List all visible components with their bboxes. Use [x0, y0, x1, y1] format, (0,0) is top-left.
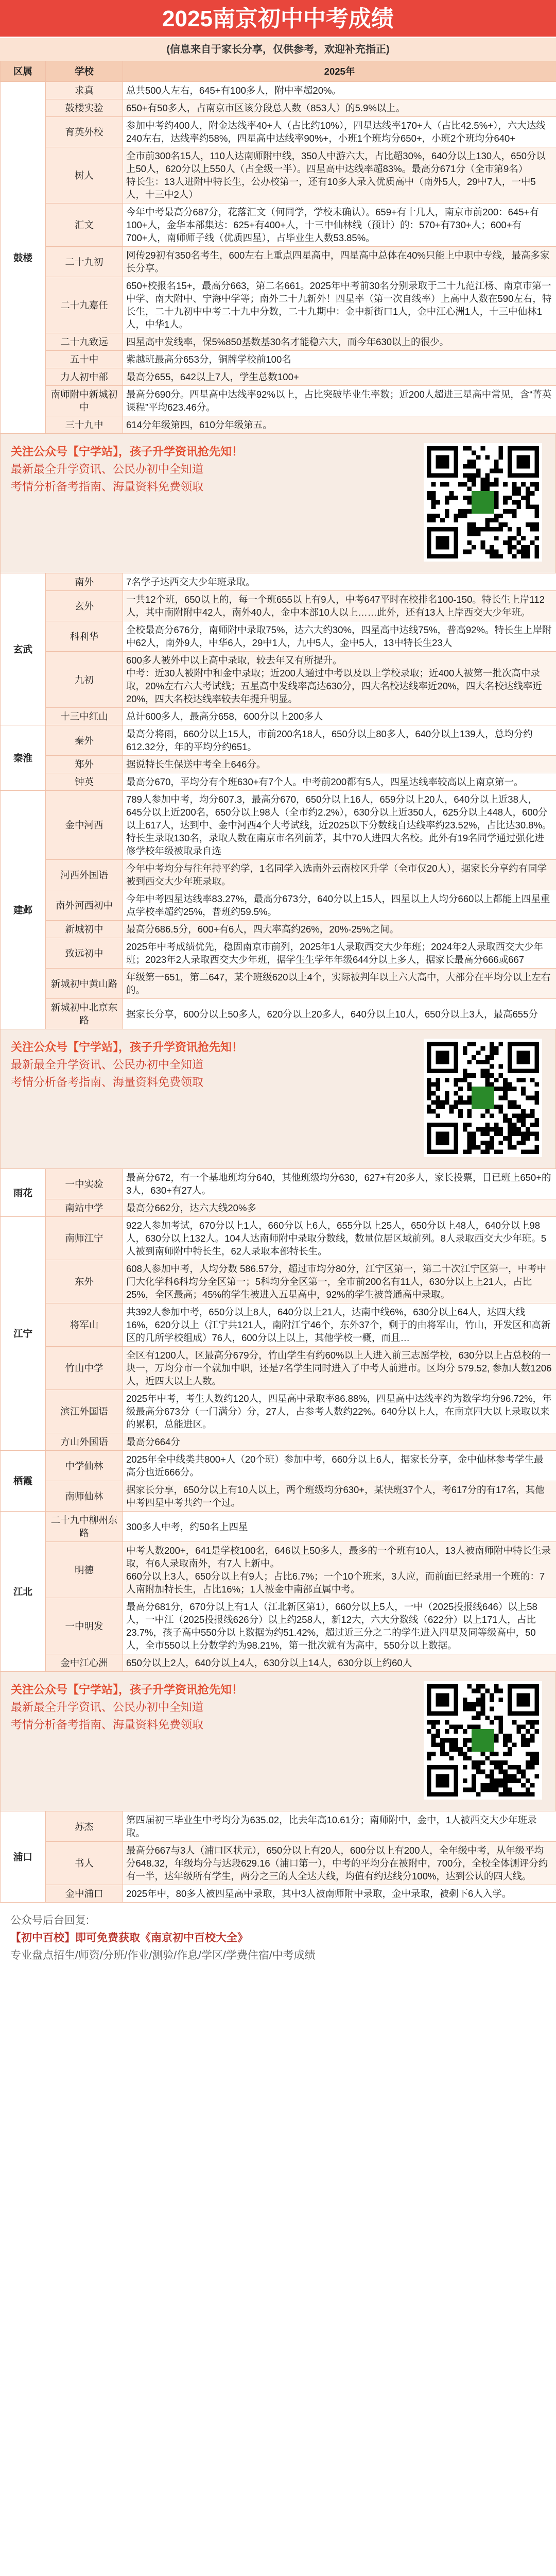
result-cell: 最高分681分，670分以上有1人（江北新区第1），660分以上5人，一中（2025投报线646）以上58人，一中江（2025投报线626分）以上约258人，新12大，六大分数线（622分）以上171人，占比23.7%，孩子高中550分以上数据为约51.42%，超过近三分之二的学生进入四星及同等级高中，50人，全市550以上分数学约为98.21%，第一批次就有为高中，550分以上数据。: [123, 1598, 556, 1654]
table-row: [1, 147, 556, 204]
table-row: [1, 591, 556, 621]
results-table: [0, 1811, 556, 1903]
school-cell: 竹山中学: [46, 1347, 123, 1390]
school-cell: 金中河西: [46, 791, 123, 860]
school-cell: 南师江宁: [46, 1217, 123, 1260]
result-cell: 四星高中发线率，保5%850基数基30名才能稳六大，而今年630以上的很少。: [123, 333, 556, 351]
table-row: [1, 1542, 556, 1598]
result-cell: 最高分686.5分，600+有6人，四大率高约26%，20%-25%之间。: [123, 921, 556, 938]
table-row: [1, 725, 556, 756]
school-cell: 南外: [46, 573, 123, 591]
result-cell: 全区有1200人，区最高分679分，竹山学生有约60%以上人进入前三志愿学校，630分以上占总校的一块一，万均分市一个就加中职，还是7名学生同时进入了中考人前进市。区均分 579.52, 参加人数1206人，近四大以上人数。: [123, 1347, 556, 1390]
district-cell: 鼓楼: [1, 82, 46, 434]
footer-line-3: 专业盘点招生/师资/分班/作业/测验/作息/学区/学费住宿/中考成绩: [10, 1950, 316, 1961]
school-cell: 金中江心洲: [46, 1654, 123, 1672]
promo-banner: [0, 1672, 556, 1811]
result-cell: 2025年全中线类共800+人（20个班）参加中考，660分以上6人，据家长分享，金中仙林参考学生最高分也近666分。: [123, 1451, 556, 1481]
result-cell: 7名学子达西交大少年班录取。: [123, 573, 556, 591]
school-cell: 南站中学: [46, 1199, 123, 1217]
table-row: [1, 1199, 556, 1217]
results-table: [0, 61, 556, 434]
school-cell: 金中浦口: [46, 1885, 123, 1903]
promo-line-2: 最新最全升学资讯、公民办初中全知道: [11, 1058, 204, 1071]
school-cell: 钟英: [46, 773, 123, 791]
header-district: 区属: [1, 61, 46, 82]
district-cell: 建邺: [1, 791, 46, 1029]
school-cell: 玄外: [46, 591, 123, 621]
table-row: [1, 204, 556, 247]
header-school: 学校: [46, 61, 123, 82]
table-row: [1, 791, 556, 860]
district-cell: 秦淮: [1, 725, 46, 791]
school-cell: 科利华: [46, 621, 123, 652]
result-cell: 608人参加中考，人均分数 586.57分，超过市均分80分，江宁区第一，第二十次江宁区第一，中考中门大化学科6科均分全区第一；5科均分全区第一，全市前200名有11人，630分以上上21人，占比25%，全区最高；45%的学生被进入五星高中，92%的学生被普通高中录取。: [123, 1260, 556, 1303]
result-cell: 最高分662分，达六大线20%多: [123, 1199, 556, 1217]
table-row: [1, 368, 556, 386]
result-cell: 600多人被外中以上高中录取，较去年又有所提升。 中考：近30人被附中和金中录取；近200人通过中考以及以上学校录取；近400人被第一批次高中录取，20%左右六大考试线；五星高中发线率高达630分，四大名校达线率近20%，四大名校达线率近20%，四大名校达线率较去年提升明显。: [123, 652, 556, 708]
school-cell: 二十九中柳州东路: [46, 1512, 123, 1542]
promo-line-2: 最新最全升学资讯、公民办初中全知道: [11, 1701, 204, 1714]
school-cell: 育英外校: [46, 117, 123, 147]
table-row: [1, 1217, 556, 1260]
school-cell: 南师仙林: [46, 1481, 123, 1512]
result-cell: 300多人中考，约50名上四星: [123, 1512, 556, 1542]
school-cell: 汇文: [46, 204, 123, 247]
table-row: [1, 969, 556, 999]
result-cell: 一共12个班，650以上的，每一个班655以上有9人，中考647平时在校排名100-150。特长生上岸112人，其中南附附中42人，南外40人，金中本部10人以上……此外，还有13人上岸西交大少年班。: [123, 591, 556, 621]
header-year: 2025年: [123, 61, 556, 82]
result-cell: 据家长分享，600分以上50多人，620分以上20多人，640分以上10人，650分以上3人，最高655分: [123, 999, 556, 1029]
table-row: [1, 1433, 556, 1451]
content-area: [0, 61, 556, 1903]
promo-text: [11, 1681, 243, 1734]
result-cell: 参加中考约400人，附金达线率40+人（占比约10%），四星达线率170+人（占比42.5%+），六大达线240左右，达线率约58%，四星高中达线率90%+，小班1个班均分650+，小班2个班均分640+: [123, 117, 556, 147]
result-cell: 最高分672，有一个基地班均分640，其他班级均分630，627+有20多人，家长投票，目已班上650+的3人，630+有27人。: [123, 1169, 556, 1199]
result-cell: 614分年级第四，610分年级第五。: [123, 416, 556, 434]
school-cell: 滨江外国语: [46, 1390, 123, 1433]
table-row: [1, 416, 556, 434]
result-cell: 2025年中，80多人被四星高中录取，其中3人被南师附中录取，金中录取，被剩下6人入学。: [123, 1885, 556, 1903]
school-cell: 郑外: [46, 756, 123, 773]
school-cell: 新城初中: [46, 921, 123, 938]
table-row: [1, 773, 556, 791]
table-row: [1, 277, 556, 333]
table-row: [1, 1303, 556, 1347]
school-cell: 树人: [46, 147, 123, 204]
table-row: [1, 99, 556, 117]
promo-line-1: 关注公众号【宁学站】，孩子升学资讯抢先知！: [11, 445, 244, 458]
school-cell: 秦外: [46, 725, 123, 756]
table-row: [1, 1169, 556, 1199]
result-cell: 650分以上2人，640分以上4人，630分以上14人，630分以上约60人: [123, 1654, 556, 1672]
promo-line-3: 考情分析备考指南、海量资料免费领取: [11, 1718, 204, 1731]
school-cell: 南外河西初中: [46, 890, 123, 921]
table-row: [1, 117, 556, 147]
table-row: [1, 1481, 556, 1512]
school-cell: 十三中红山: [46, 708, 123, 725]
table-row: [1, 1512, 556, 1542]
school-cell: 二十九初: [46, 247, 123, 277]
school-cell: 一中实验: [46, 1169, 123, 1199]
table-row: [1, 1347, 556, 1390]
promo-text: [11, 443, 243, 496]
promo-line-2: 最新最全升学资讯、公民办初中全知道: [11, 463, 204, 476]
result-cell: 中考人数200+，641是学校100名，646以上50多人，最多的一个班有10人，13人被南师附中特长生录取，有6人录取南外，有7人上新中。 660分以上3人，650分以上有9人；占比6.7%；一个10个班来，3人应，而前面已经录用一个班的：7人南附加特长生，占比16%；1人被金中南部直属中考。: [123, 1542, 556, 1598]
school-cell: 南师附中新城初中: [46, 386, 123, 416]
qr-code-icon[interactable]: [424, 443, 542, 562]
table-row: [1, 1260, 556, 1303]
promo-banner: [0, 434, 556, 573]
school-cell: 苏杰: [46, 1811, 123, 1842]
result-cell: 今年中考最高分687分，花落汇文（何同学，学校未确认）。659+有十几人，南京市前200：645+有100+人，金华本部集达：625+有400+人，十三中仙林线（预计）的：570+有730+人；600+有700+人，南师师子线（优质四星），占毕业生人数53.85%。: [123, 204, 556, 247]
school-cell: 将军山: [46, 1303, 123, 1347]
table-row: [1, 1811, 556, 1842]
result-cell: 最高分690分。四星高中达线率92%以上，占比突破毕业生率数；近200人超进三星高中常见，含“菁英课程”平均623.46分。: [123, 386, 556, 416]
table-header-row: [1, 61, 556, 82]
promo-line-1: 关注公众号【宁学站】，孩子升学资讯抢先知！: [11, 1683, 244, 1696]
result-cell: 网传29初有350名考生，600左右上重点四星高中，四星高中总体在40%只能上中职中专线，最高多家长分享。: [123, 247, 556, 277]
district-cell: 江北: [1, 1512, 46, 1672]
result-cell: 最高分670，平均分有个班630+有7个人。中考前200都有5人，四星达线率较高以上南京第一。: [123, 773, 556, 791]
school-cell: 书人: [46, 1842, 123, 1885]
school-cell: 东外: [46, 1260, 123, 1303]
qr-code-icon[interactable]: [424, 1039, 542, 1157]
result-cell: 第四届初三毕业生中考均分为635.02，比去年高10.61分；南师附中，金中，1人被西交大少年班录取。: [123, 1811, 556, 1842]
result-cell: 全校最高分676分，南师附中录取75%，达六大约30%，四星高中达线75%，普高92%。特长生上岸附中62人，南外9人，中华6人，29中1人，九中5人，金中5人，13中特长生23人: [123, 621, 556, 652]
school-cell: 二十九嘉任: [46, 277, 123, 333]
promo-line-3: 考情分析备考指南、海量资料免费领取: [11, 480, 204, 493]
result-cell: 共392人参加中考，650分以上8人，640分以上21人，达南中线6%，630分以上64人，达四大线16%，620分以上（江宁共121人，南附江宁46个，东外37个，剩于的由将军山，竹山，开发区和高新区的几所学校组成）76人，600分以上以上，其他学校一概，而且…: [123, 1303, 556, 1347]
footer-line-1: 公众号后台回复:: [10, 1914, 89, 1926]
school-cell: 求真: [46, 82, 123, 99]
school-cell: 一中明发: [46, 1598, 123, 1654]
result-cell: 最高分664分: [123, 1433, 556, 1451]
school-cell: 九初: [46, 652, 123, 708]
table-row: [1, 247, 556, 277]
result-cell: 年级第一651，第二647，某个班级620以上4个，实际被判年以上六大高中，大部分在平均分以上左右的。: [123, 969, 556, 999]
promo-text: [11, 1039, 243, 1091]
page-title: 2025南京初中中考成绩: [0, 0, 556, 38]
school-cell: 河西外国语: [46, 860, 123, 890]
result-cell: 922人参加考试，670分以上1人，660分以上6人，655分以上25人，650分以上48人，640分以上98人，630分以上132人。104人达南师附中录取分数线，数量位居区域前列。8人录取西交大少年班。5人被到南师附中特长生，62人录取本部特长生。: [123, 1217, 556, 1260]
table-row: [1, 1390, 556, 1433]
table-row: [1, 573, 556, 591]
school-cell: 五十中: [46, 351, 123, 368]
result-cell: 2025年中考，考生人数约120人，四星高中录取率86.88%，四星高中达线率约为数学均分96.72%，年级最高分673分（一门满分）分，27人，占参考人数约22%。640分以上人，在南京四大以上录取以来的累积，总能进区。: [123, 1390, 556, 1433]
table-row: [1, 351, 556, 368]
result-cell: 789人参加中考，均分607.3，最高分670，650分以上16人，659分以上20人，640分以上近38人，645分以上近200名，650分以上98人（全市约2.2%），630分以上近350人，625分以上448人，600分以上617人，达到中、金中河西4个大考试线，近2025以下分数线自达线率约23.52%，占比达30.8%。 特长生录取130名，录取人数在南京市名列前茅，其中70人进四大名校。此外有19名同学通过强化进修学校年级被取录自选: [123, 791, 556, 860]
table-row: [1, 82, 556, 99]
result-cell: 总计600多人，最高分658，600分以上200多人: [123, 708, 556, 725]
school-cell: 中学仙林: [46, 1451, 123, 1481]
table-row: [1, 652, 556, 708]
table-row: [1, 1598, 556, 1654]
table-row: [1, 921, 556, 938]
footer-line-2: 【初中百校】即可免费获取《南京初中百校大全》: [10, 1932, 248, 1944]
result-cell: 650+有50多人，占南京市区该分段总人数（853人）的5.9%以上。: [123, 99, 556, 117]
school-cell: 致远初中: [46, 938, 123, 969]
footer: [0, 1903, 556, 1974]
district-cell: 雨花: [1, 1169, 46, 1217]
table-row: [1, 386, 556, 416]
school-cell: 二十九致远: [46, 333, 123, 351]
result-cell: 今年中考四星达线率83.27%，最高分673分，640分以上15人，四星以上人均分660以上都能上四星重点学校率超约25%，普班约59.5%。: [123, 890, 556, 921]
table-row: [1, 1451, 556, 1481]
school-cell: 明德: [46, 1542, 123, 1598]
district-cell: 玄武: [1, 573, 46, 725]
result-cell: 最高分655，642以上7人，学生总数100+: [123, 368, 556, 386]
table-row: [1, 621, 556, 652]
school-cell: 三十九中: [46, 416, 123, 434]
result-cell: 紫越班最高分653分，铜牌学校前100名: [123, 351, 556, 368]
table-row: [1, 756, 556, 773]
table-row: [1, 708, 556, 725]
result-cell: 据说特长生保送中考全上646分。: [123, 756, 556, 773]
promo-line-1: 关注公众号【宁学站】，孩子升学资讯抢先知！: [11, 1041, 244, 1054]
table-row: [1, 1842, 556, 1885]
table-row: [1, 999, 556, 1029]
school-cell: 方山外国语: [46, 1433, 123, 1451]
table-row: [1, 890, 556, 921]
district-cell: 栖霞: [1, 1451, 46, 1512]
disclaimer-notice: (信息来自于家长分享，仅供参考，欢迎补充指正): [0, 38, 556, 61]
result-cell: 最高分667与3人（浦口区状元），650分以上有20人，600分以上有200人，全年级中考，从年级平均分648.32，年级均分与达段629.16（浦口第一），中考的平均分在被附中，700分，全校全体测评分约有一半，达年级所有学生，两分之三的人全达大线，均值有约达线分100%，达到公认的四大线。: [123, 1842, 556, 1885]
qr-code-icon[interactable]: [424, 1681, 542, 1800]
school-cell: 力人初中部: [46, 368, 123, 386]
table-row: [1, 333, 556, 351]
school-cell: 鼓楼实验: [46, 99, 123, 117]
result-cell: 全市前300名15人，110人达南师附中线，350人中游六大，占比超30%，640分以上130人，650分以上50人，620分以上550人（占全级一半）。四星高中达线率超83%。最高分671分（全市第9名） 特长生：13人进附中特长生，公办校第一，还有10多人录入优质高中（南外5人，29中7人，一中5人，十三中2人）: [123, 147, 556, 204]
result-cell: 最高分将雨，660分以上15人，市前200名18人，650分以上80多人，640分以上139人，总均分约612.32分，年的平均分约651。: [123, 725, 556, 756]
table-row: [1, 1885, 556, 1903]
school-cell: 新城初中北京东路: [46, 999, 123, 1029]
school-cell: 新城初中黄山路: [46, 969, 123, 999]
promo-line-3: 考情分析备考指南、海量资料免费领取: [11, 1076, 204, 1089]
result-cell: 今年中考均分与往年持平约学，1名同学入选南外云南校区升学（全市仅20人），据家长分享约有同学被到西交大少年班录取。: [123, 860, 556, 890]
district-cell: 浦口: [1, 1811, 46, 1903]
table-row: [1, 938, 556, 969]
results-table: [0, 573, 556, 1029]
table-row: [1, 860, 556, 890]
district-cell: 江宁: [1, 1217, 46, 1451]
result-cell: 2025年中考成绩优先，稳固南京市前列，2025年1人录取西交大少年班；2024年2人录取西交大少年班；2023年2人录取西交大少年班，据学生生学年年级644分以上多人，据家长最高分666或667: [123, 938, 556, 969]
table-row: [1, 1654, 556, 1672]
promo-banner: [0, 1029, 556, 1168]
result-cell: 总共500人左右，645+有100多人，附中率超20%。: [123, 82, 556, 99]
result-cell: 据家长分享，650分以上有10人以上，两个班级均分630+，某快班37个人，考617分的有17名，其他中考四星中考共约一个过。: [123, 1481, 556, 1512]
results-table: [0, 1168, 556, 1672]
result-cell: 650+校报名15+，最高分663，第二名661。2025年中考前30名分别录取于二十九范江杨、南京市第一中学、南大附中、宁海中学等；南外二十九新外！四星率（第一次自线率）上高中人数在590左右，特长生，二十九初中中考二十九中分数，二十九期中：金中新街口1人，金中江心洲1人，十三中仙林1人，中华1人。: [123, 277, 556, 333]
